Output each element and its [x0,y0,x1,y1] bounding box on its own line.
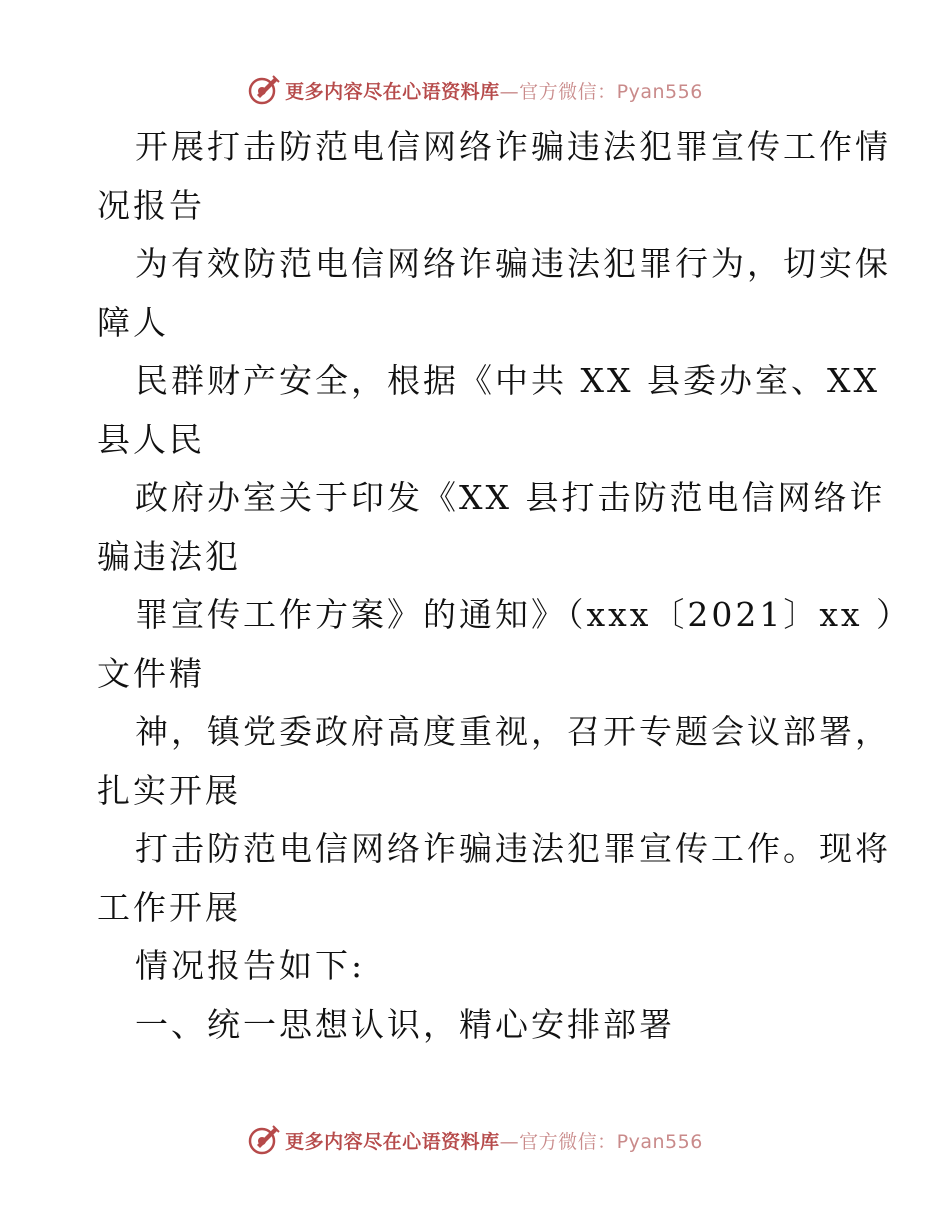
footer-watermark-banner [0,1120,950,1160]
document-body [97,118,913,1054]
doc-line: 罪宣传工作方案》的通知》（xxx〔2021〕xx ） [135,595,913,634]
footer-watermark-rest: —官方微信：Pyan556 [499,1130,703,1153]
doc-line: 民群财产安全，根据《中共 XX 县委办室、XX [135,361,880,400]
section-heading: 一、统一思想认识，精心安排部署 [135,1004,675,1044]
doc-line: 政府办室关于印发《XX 县打击防范电信网络诈 [135,478,886,517]
doc-line: 打击防范电信网络诈骗违法犯罪宣传工作。现将 [135,829,891,868]
doc-line: 情况报告如下: [135,946,366,985]
logo-icon [247,1123,281,1157]
doc-line-title-1: 开展打击防范电信网络诈骗违法犯罪宣传工作情 [135,127,891,166]
doc-line-title-2: 况报告 [97,185,205,225]
logo-icon [247,73,281,107]
header-watermark-text [285,77,703,104]
doc-line: 神，镇党委政府高度重视，召开专题会议部署， [135,712,891,751]
doc-line: 为有效防范电信网络诈骗违法犯罪行为，切实保 [135,244,891,283]
doc-line: 扎实开展 [97,770,241,810]
doc-line: 骗违法犯 [97,536,241,576]
footer-watermark-strong: 更多内容尽在心语资料库 [285,1130,500,1153]
header-watermark-banner [0,70,950,110]
header-watermark-rest: —官方微信：Pyan556 [499,80,703,103]
doc-line: 文件精 [97,653,205,693]
doc-line: 工作开展 [97,887,241,927]
doc-line: 县人民 [97,419,205,459]
footer-watermark-text [285,1127,703,1154]
doc-line: 障人 [97,302,169,342]
header-watermark-strong: 更多内容尽在心语资料库 [285,80,500,103]
